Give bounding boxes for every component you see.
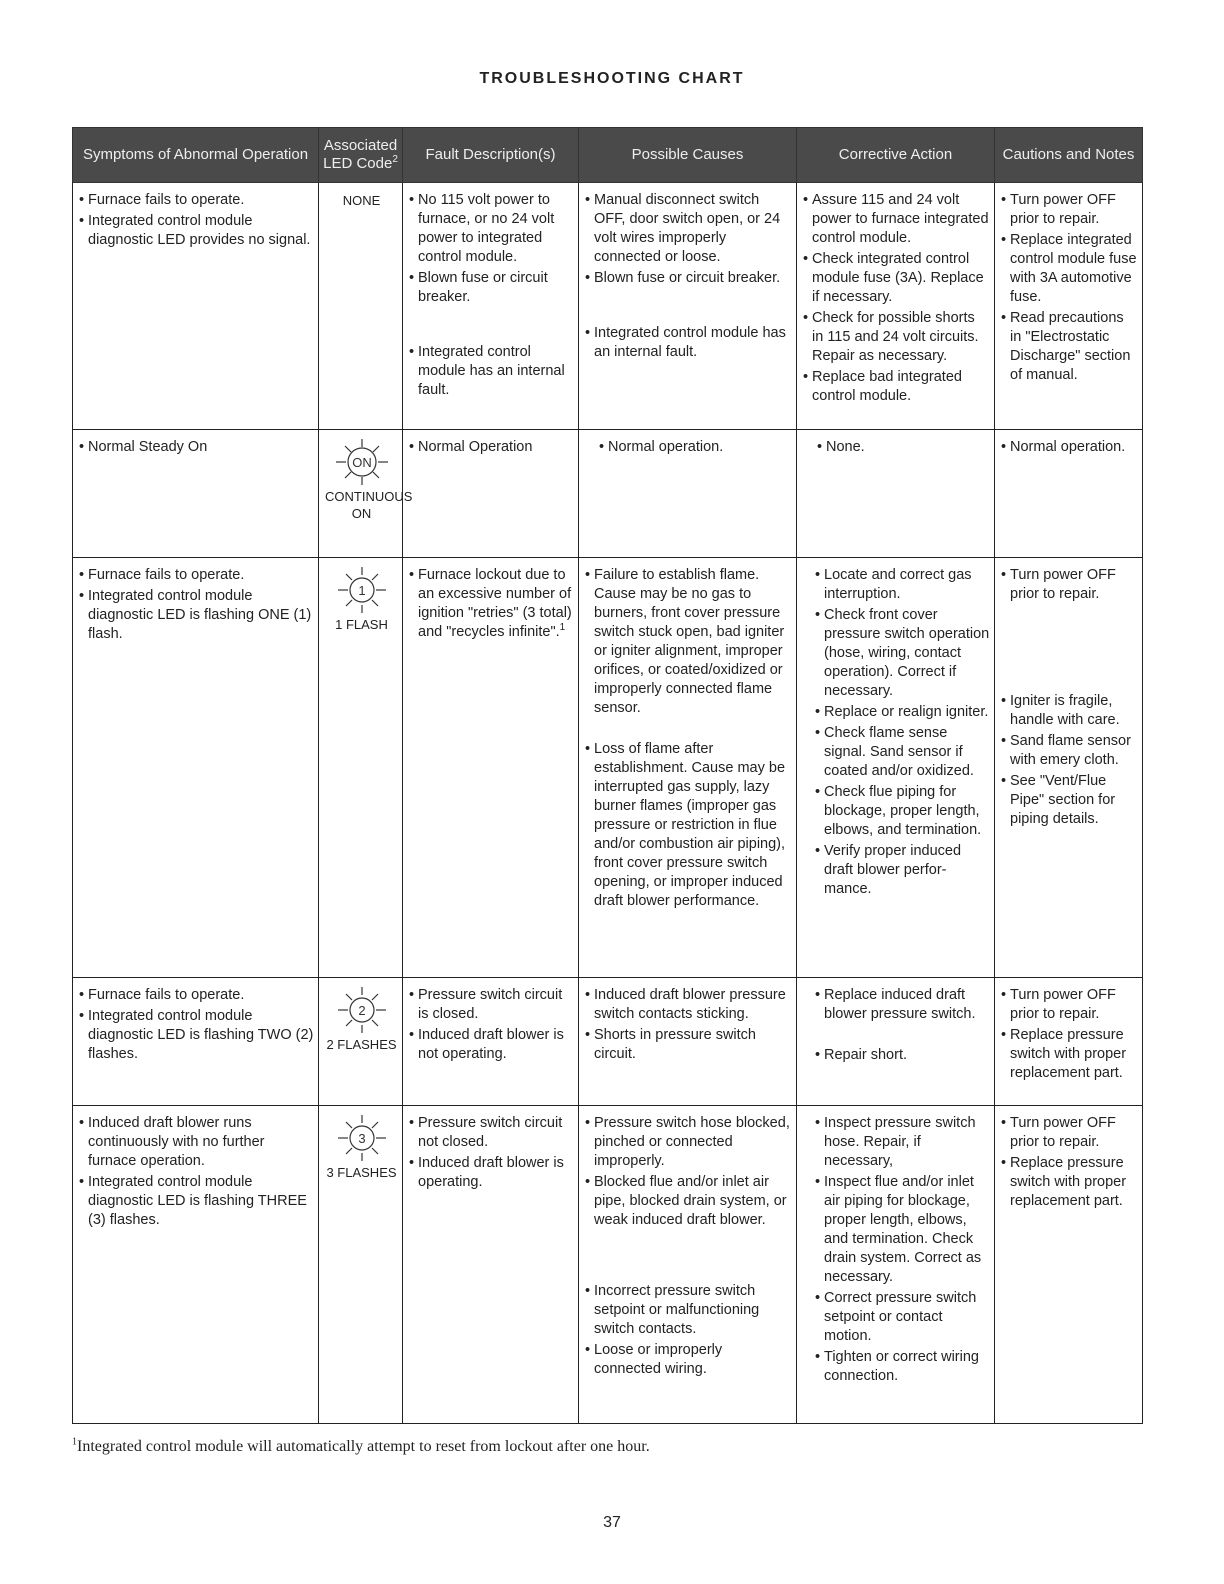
action-item: • Assure 115 and 24 volt power to furnace integrated control module.	[803, 191, 990, 248]
table-row	[73, 978, 1143, 1106]
header-led-text: Associated LED Code	[323, 137, 398, 172]
caution-item: • Replace pressure switch with proper replacement part.	[1001, 1154, 1138, 1211]
led-code-label: CONTINUOUS ON	[325, 489, 413, 521]
action-item: • Inspect pressure switch hose. Repair, if necessary,	[815, 1114, 990, 1171]
caution-item: • Turn power OFF prior to repair.	[1001, 566, 1138, 604]
fault-item: • Blown fuse or circuit breaker.	[409, 269, 574, 307]
action-cell	[797, 978, 995, 1106]
symptoms-cell	[73, 430, 319, 558]
action-item: • Replace induced draft blower pressure switch.	[815, 986, 990, 1024]
symptom-item: • Integrated control module diagnostic LED is flashing TWO (2) flashes.	[79, 1007, 314, 1064]
fault-item: • Induced draft blower is not operating.	[409, 1026, 574, 1064]
footnote-marker: 1	[72, 1436, 77, 1448]
action-item: • Check flue piping for blockage, proper length, elbows, and termination.	[815, 783, 990, 840]
led-flash-icon	[334, 566, 390, 614]
symptom-item: • Integrated control module diagnostic LED is flashing ONE (1) flash.	[79, 587, 314, 644]
symptoms-cell	[73, 183, 319, 430]
action-item: • Check flame sense signal. Sand sensor if coated and/or oxidized.	[815, 724, 990, 781]
header-cautions: Cautions and Notes	[995, 128, 1143, 183]
footnote-text: Integrated control module will automatically attempt to reset from lockout after one hour.	[77, 1438, 650, 1455]
troubleshooting-table	[72, 127, 1143, 1424]
action-item: • Replace bad integrated control module.	[803, 368, 990, 406]
action-cell	[797, 183, 995, 430]
symptom-item: • Integrated control module diagnostic LED is flashing THREE (3) flashes.	[79, 1173, 314, 1230]
led-flash-icon	[334, 1114, 390, 1162]
cause-item: • Blown fuse or circuit breaker.	[585, 269, 792, 288]
caution-item: • Read precautions in "Electrostatic Discharge" section of manual.	[1001, 309, 1138, 385]
fault-item: • Pressure switch circuit is closed.	[409, 986, 574, 1024]
cause-item: • Blocked flue and/or inlet air pipe, blocked drain system, or weak induced draft blower.	[585, 1173, 792, 1230]
action-item: • Check for possible shorts in 115 and 24 volt circuits. Repair as necessary.	[803, 309, 990, 366]
led-code-label: 2 FLASHES	[326, 1037, 397, 1052]
led-code-cell	[319, 430, 413, 558]
led-code-cell	[319, 978, 403, 1106]
action-cell	[797, 1106, 995, 1424]
action-item: • Correct pressure switch setpoint or contact motion.	[815, 1289, 990, 1346]
caution-item: • Normal operation.	[1001, 438, 1138, 457]
causes-cell	[579, 558, 797, 978]
table-row	[73, 558, 1143, 978]
fault-cell	[403, 978, 579, 1106]
causes-cell	[579, 1106, 797, 1424]
caution-item: • Turn power OFF prior to repair.	[1001, 191, 1138, 229]
action-item: • Check integrated control module fuse (3A). Replace if necessary.	[803, 250, 990, 307]
fault-item: • Induced draft blower is operating.	[409, 1154, 574, 1192]
fault-item	[409, 566, 574, 642]
action-item: • Tighten or correct wiring connection.	[815, 1348, 990, 1386]
action-item: • Repair short.	[815, 1046, 990, 1065]
page-number: 37	[603, 1514, 621, 1531]
action-item: • Verify proper induced draft blower perfor-mance.	[815, 842, 990, 899]
cautions-cell	[995, 1106, 1143, 1424]
header-fault: Fault Description(s)	[403, 128, 579, 183]
fault-item: • Normal Operation	[409, 438, 574, 457]
led-icon-text: 1	[357, 583, 366, 598]
symptoms-cell	[73, 558, 319, 978]
header-symptoms: Symptoms of Abnormal Operation	[73, 128, 319, 183]
cautions-cell	[995, 558, 1143, 978]
caution-item: • Replace integrated control module fuse with 3A automotive fuse.	[1001, 231, 1138, 307]
symptoms-cell	[73, 1106, 319, 1424]
cause-item: • Normal operation.	[599, 438, 792, 457]
led-flash-icon	[334, 986, 390, 1034]
table-row	[73, 183, 1143, 430]
action-item: • Replace or realign igniter.	[815, 703, 990, 722]
cause-item: • Loose or improperly connected wiring.	[585, 1341, 792, 1379]
cause-item: • Induced draft blower pressure switch contacts sticking.	[585, 986, 792, 1024]
symptoms-cell	[73, 978, 319, 1106]
cautions-cell	[995, 978, 1143, 1106]
led-code-label: 1 FLASH	[335, 617, 388, 632]
table-row	[73, 1106, 1143, 1424]
causes-cell	[579, 430, 797, 558]
led-code-cell	[319, 1106, 403, 1424]
caution-item: • Turn power OFF prior to repair.	[1001, 986, 1138, 1024]
cautions-cell	[995, 430, 1143, 558]
cause-item: • Shorts in pressure switch circuit.	[585, 1026, 792, 1064]
action-item: • None.	[817, 438, 990, 457]
table-row	[73, 430, 1143, 558]
caution-item: • Replace pressure switch with proper replacement part.	[1001, 1026, 1138, 1083]
footnote	[72, 1438, 650, 1456]
action-item: • Inspect flue and/or inlet air piping for blockage, proper length, elbows, and termination. Check drain system. Correct as necessary.	[815, 1173, 990, 1287]
led-code-cell	[319, 558, 403, 978]
header-causes: Possible Causes	[579, 128, 797, 183]
cause-item: • Manual disconnect switch OFF, door switch open, or 24 volt wires improperly connected or loose.	[585, 191, 792, 267]
led-icon-text: 3	[357, 1131, 366, 1146]
cause-item: • Pressure switch hose blocked, pinched or connected improperly.	[585, 1114, 792, 1171]
fault-footnote-ref: 1	[559, 622, 566, 634]
caution-item: • Sand flame sensor with emery cloth.	[1001, 732, 1138, 770]
symptom-item: • Furnace fails to operate.	[79, 191, 314, 210]
header-action: Corrective Action	[797, 128, 995, 183]
action-cell	[797, 430, 995, 558]
symptom-item: • Normal Steady On	[79, 438, 314, 457]
led-icon-text: ON	[351, 455, 372, 470]
fault-cell	[403, 558, 579, 978]
causes-cell	[579, 978, 797, 1106]
header-led-footnote-ref: 2	[392, 154, 398, 165]
fault-item-text: Furnace lockout due to an excessive number of ignition "retries" (3 total) and "recycles infinite".	[418, 567, 572, 640]
fault-cell	[403, 183, 579, 430]
led-code-label: 3 FLASHES	[326, 1165, 397, 1180]
led-on-icon	[334, 438, 390, 486]
cause-item: • Incorrect pressure switch setpoint or malfunctioning switch contacts.	[585, 1282, 792, 1339]
page-title: TROUBLESHOOTING CHART	[479, 70, 745, 87]
header-led-code	[319, 128, 403, 183]
fault-item: • Pressure switch circuit not closed.	[409, 1114, 574, 1152]
fault-item: • No 115 volt power to furnace, or no 24 volt power to integrated control module.	[409, 191, 574, 267]
cause-item: • Integrated control module has an internal fault.	[585, 324, 792, 362]
fault-item: • Integrated control module has an internal fault.	[409, 343, 574, 400]
fault-cell	[403, 1106, 579, 1424]
led-code-cell	[319, 183, 403, 430]
symptom-item: • Induced draft blower runs continuously with no further furnace operation.	[79, 1114, 314, 1171]
fault-cell	[403, 430, 579, 558]
caution-item: • See "Vent/Flue Pipe" section for piping details.	[1001, 772, 1138, 829]
causes-cell	[579, 183, 797, 430]
symptom-item: • Furnace fails to operate.	[79, 986, 314, 1005]
cause-item: • Failure to establish flame. Cause may be no gas to burners, front cover pressure switch stuck open, bad igniter or igniter alignment, improper orifices, or coated/oxidized or improperly connected flame sensor.	[585, 566, 792, 718]
action-item: • Check front cover pressure switch operation (hose, wiring, contact operation). Correct if necessary.	[815, 606, 990, 701]
action-cell	[797, 558, 995, 978]
action-item: • Locate and correct gas interruption.	[815, 566, 990, 604]
table-header-row	[73, 128, 1143, 183]
symptom-item: • Integrated control module diagnostic LED provides no signal.	[79, 212, 314, 250]
cause-item: • Loss of flame after establishment. Cause may be interrupted gas supply, lazy burner flames (improper gas pressure or restriction in flue and/or combustion air piping), front cover pressure switch opening, or improper induced draft blower performance.	[585, 740, 792, 911]
caution-item: • Turn power OFF prior to repair.	[1001, 1114, 1138, 1152]
cautions-cell	[995, 183, 1143, 430]
led-icon-text: 2	[357, 1003, 366, 1018]
led-code-text: NONE	[342, 193, 381, 208]
symptom-item: • Furnace fails to operate.	[79, 566, 314, 585]
caution-item: • Igniter is fragile, handle with care.	[1001, 692, 1138, 730]
